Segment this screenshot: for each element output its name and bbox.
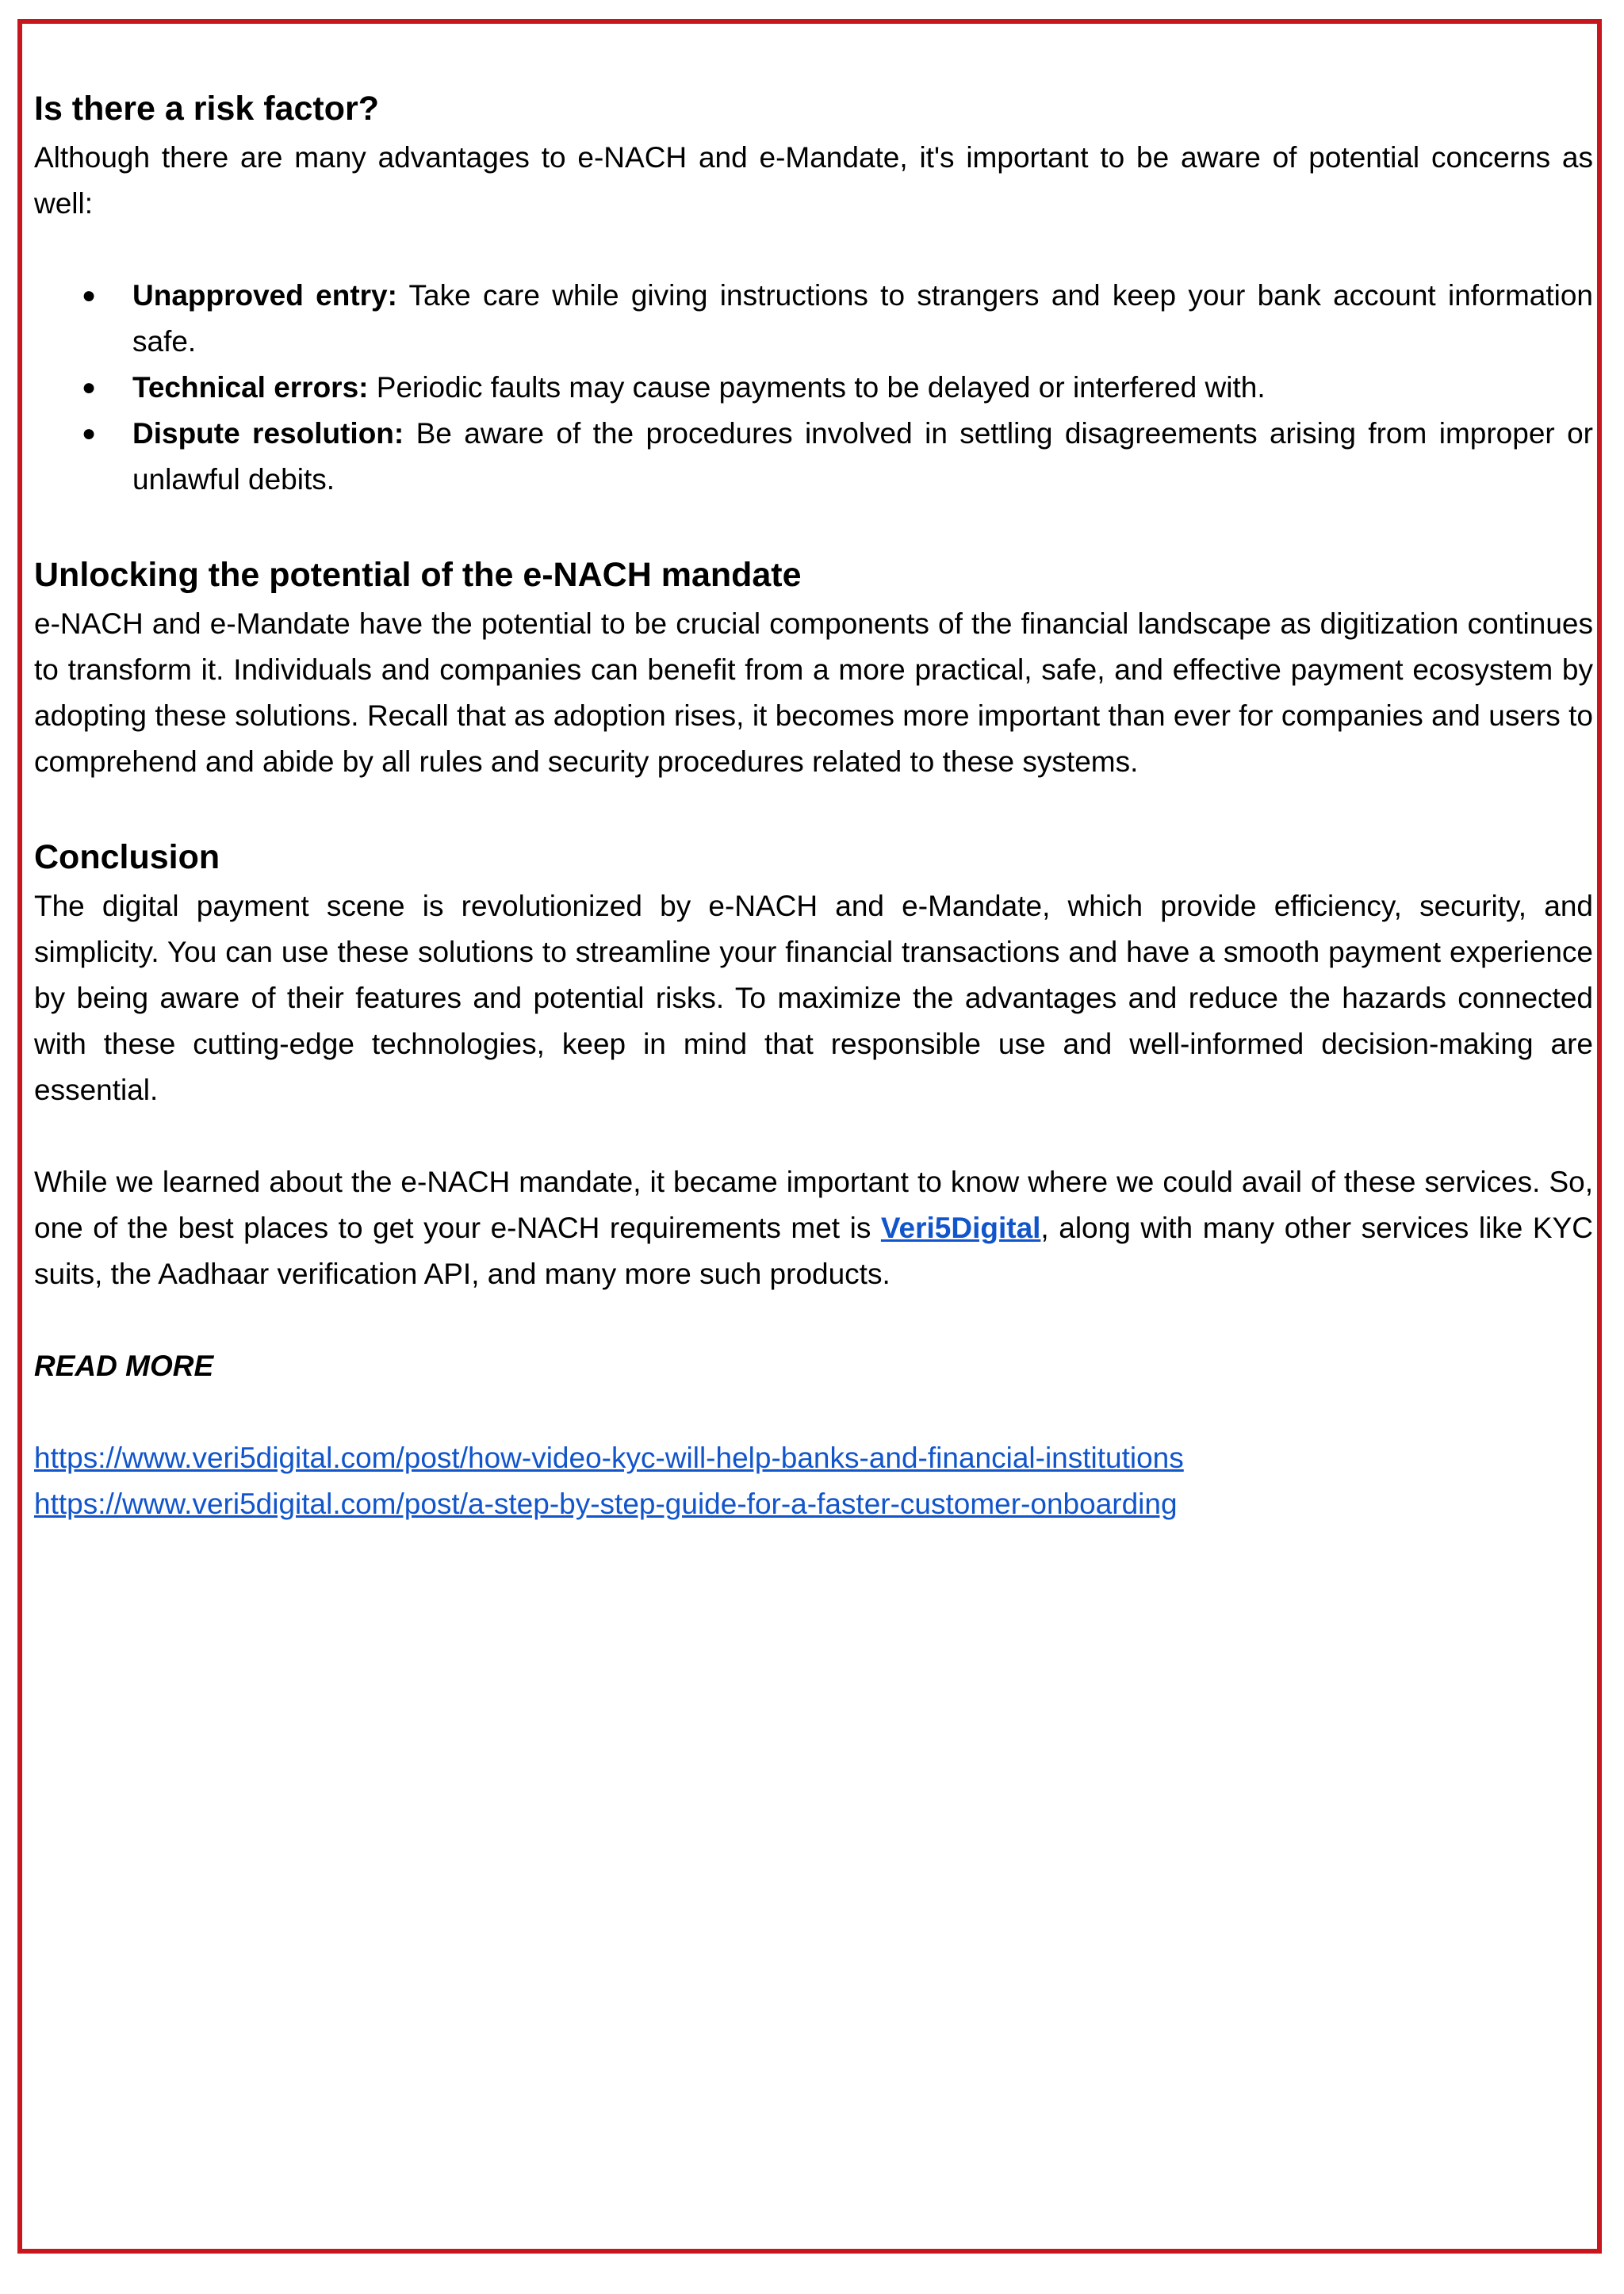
read-more-link-row xyxy=(34,1481,1593,1527)
spacer xyxy=(34,1113,1593,1159)
read-more-link-onboarding[interactable]: https://www.veri5digital.com/post/a-step-by-step-guide-for-a-faster-customer-onboarding xyxy=(34,1488,1178,1520)
spacer xyxy=(34,1389,1593,1435)
spacer xyxy=(34,227,1593,273)
services-text-before: While we learned about the e-NACH mandate, it became important to know where we could avail of these services. So, one of the best places to get your e-NACH requirements met is xyxy=(34,1166,1593,1244)
read-more-label: READ MORE xyxy=(34,1350,214,1382)
bullet-icon: ● xyxy=(82,420,97,446)
services-paragraph xyxy=(34,1159,1593,1297)
risk-list-item xyxy=(82,273,1594,365)
spacer xyxy=(34,503,1593,549)
risk-item-text: Periodic faults may cause payments to be delayed or interfered with. xyxy=(368,371,1266,404)
read-more-link-row xyxy=(34,1435,1593,1481)
potential-heading: Unlocking the potential of the e-NACH mandate xyxy=(34,556,802,594)
risk-intro: Although there are many advantages to e-NACH and e-Mandate, it's important to be aware of potential concerns as well: xyxy=(34,141,1593,220)
risk-item-title: Dispute resolution: xyxy=(132,417,404,450)
risk-list-item xyxy=(82,411,1593,503)
risk-item-title: Technical errors: xyxy=(132,371,369,404)
bullet-icon: ● xyxy=(82,282,97,308)
spacer xyxy=(34,785,1593,831)
conclusion-heading: Conclusion xyxy=(34,838,220,876)
risk-list-item xyxy=(82,365,1593,411)
risk-item-text: Be aware of the procedures involved in settling disagreements arising from improper or unlawful debits. xyxy=(132,417,1593,496)
veri5digital-link[interactable]: Veri5Digital xyxy=(880,1212,1041,1244)
conclusion-body: The digital payment scene is revolutionized by e-NACH and e-Mandate, which provide efficiency, security, and simplicity. You can use these solutions to streamline your financial transactions and have a smooth payment experience by being aware of their features and potential risks. To maximize the advantages and reduce the hazards connected with these cutting-edge technologies, keep in mind that responsible use and well-informed decision-making are essential. xyxy=(34,890,1593,1106)
document-content xyxy=(34,82,1593,1527)
spacer xyxy=(34,1297,1593,1343)
risk-item-text: Take care while giving instructions to strangers and keep your bank account information safe. xyxy=(132,279,1594,358)
potential-body: e-NACH and e-Mandate have the potential to be crucial components of the financial landscape as digitization continues to transform it. Individuals and companies can benefit from a more practical, safe, and effective payment ecosystem by adopting these solutions. Recall that as adoption rises, it becomes more important than ever for companies and users to comprehend and abide by all rules and security procedures related to these systems. xyxy=(34,607,1593,778)
read-more-link-video-kyc[interactable]: https://www.veri5digital.com/post/how-video-kyc-will-help-banks-and-financial-institutions xyxy=(34,1442,1184,1474)
risk-heading: Is there a risk factor? xyxy=(34,90,379,128)
services-text-after: , along with many other services like KYC suits, the Aadhaar verification API, and many more such products. xyxy=(34,1212,1594,1290)
bullet-icon: ● xyxy=(82,374,97,400)
risk-item-title: Unapproved entry: xyxy=(132,279,397,312)
risk-list xyxy=(34,273,1593,503)
